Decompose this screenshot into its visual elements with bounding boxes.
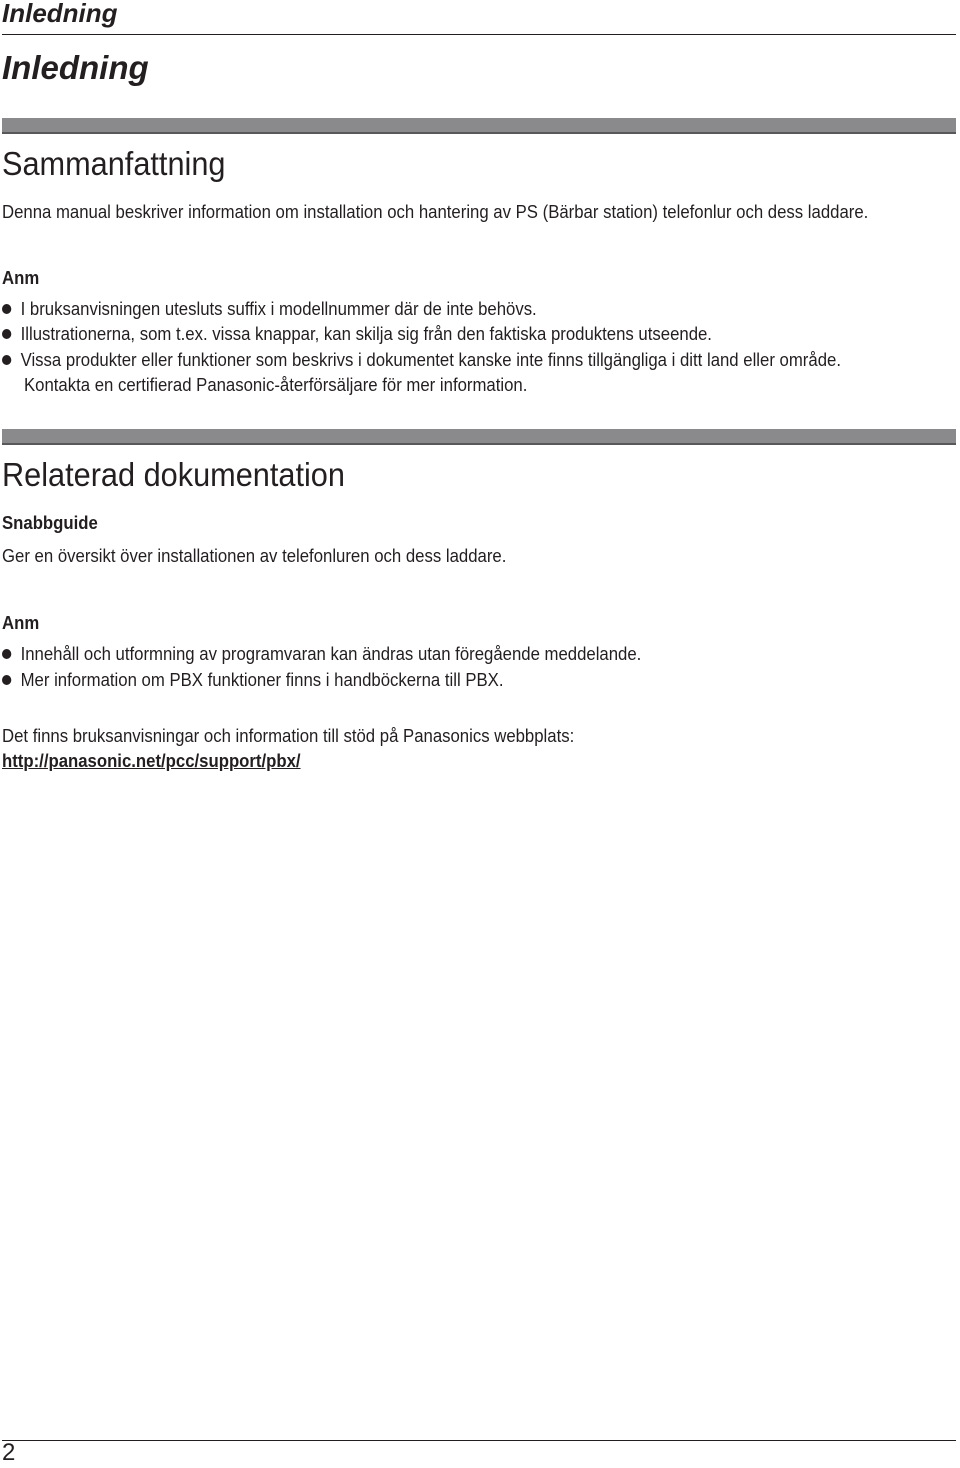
website-text: Det finns bruksanvisningar och information till stöd på Panasonics webbplats: <box>2 726 575 746</box>
bullet-icon <box>2 329 11 339</box>
bullet-icon <box>2 304 11 314</box>
summary-note-label: Anm <box>2 268 40 288</box>
chapter-title: Inledning <box>2 49 149 86</box>
related-note-label: Anm <box>2 613 40 633</box>
related-subheading: Snabbguide <box>2 513 98 533</box>
summary-note-continuation: Kontakta en certifierad Panasonic-återförsäljare för mer information. <box>24 375 528 395</box>
related-text: Ger en översikt över installationen av telefonluren och dess laddare. <box>2 546 507 566</box>
summary-note-item <box>2 297 537 321</box>
summary-note-item <box>2 348 841 372</box>
section-title-related: Relaterad dokumentation <box>2 456 345 493</box>
note-text: Vissa produkter eller funktioner som beskrivs i dokumentet kanske inte finns tillgängliga i ditt land eller område. <box>20 350 841 370</box>
note-text: Innehåll och utformning av programvaran kan ändras utan föregående meddelande. <box>20 644 642 664</box>
summary-note-item <box>2 322 712 346</box>
bullet-icon <box>2 675 11 685</box>
note-text: Illustrationerna, som t.ex. vissa knappar, kan skilja sig från den faktiska produktens utseende. <box>20 324 712 344</box>
bullet-icon <box>2 649 11 659</box>
running-header: Inledning <box>2 0 118 28</box>
header-rule <box>2 34 956 35</box>
page-number: 2 <box>2 1439 16 1466</box>
related-note-item <box>2 642 641 666</box>
support-website-link[interactable]: http://panasonic.net/pcc/support/pbx/ <box>2 751 301 771</box>
section-bar-related <box>2 429 956 445</box>
related-note-item <box>2 668 504 692</box>
section-title-summary: Sammanfattning <box>2 145 226 182</box>
note-text: I bruksanvisningen utesluts suffix i modellnummer där de inte behövs. <box>20 299 537 319</box>
bullet-icon <box>2 355 11 365</box>
note-text: Mer information om PBX funktioner finns i handböckerna till PBX. <box>20 670 504 690</box>
summary-text: Denna manual beskriver information om installation och hantering av PS (Bärbar station) telefonlur och dess laddare. <box>2 202 869 222</box>
section-bar-summary <box>2 118 956 134</box>
footer-rule <box>2 1440 956 1441</box>
